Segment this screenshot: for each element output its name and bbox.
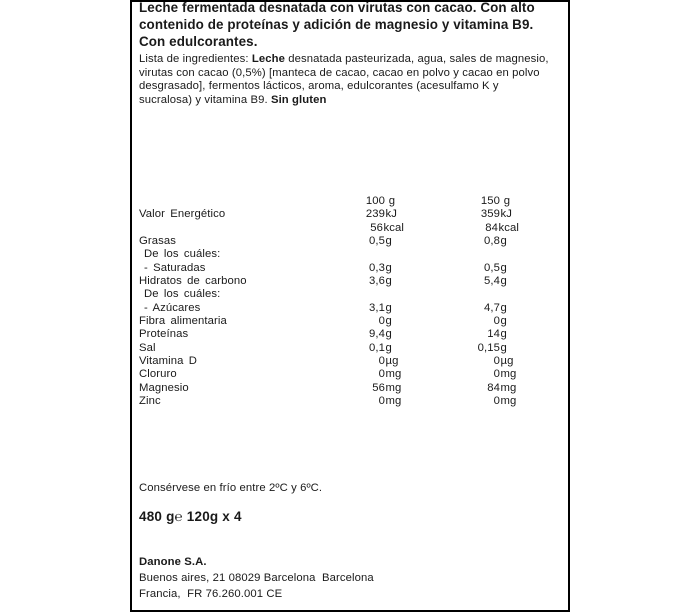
nutrition-value-100g: 3,1 g <box>368 301 392 314</box>
nutrition-row-label: Fibra alimentaria <box>139 314 227 327</box>
nutrition-row-label: - Saturadas <box>144 261 206 274</box>
nutrition-row <box>139 275 563 288</box>
product-title <box>139 0 563 50</box>
nutrition-row <box>139 302 563 315</box>
nutrition-row <box>139 395 563 408</box>
nutrition-row-label <box>139 222 289 235</box>
ingredients-line: desgrasado], fermentos lácticos, aroma, edulcorantes (acesulfamo K y <box>139 80 499 93</box>
nutrition-value-100g: 239 kJ <box>365 208 397 221</box>
nutrition-row-label: De los cuáles: <box>144 288 221 301</box>
nutrition-value-150g: 0,8 g <box>483 234 507 247</box>
nutrition-row <box>139 195 563 208</box>
storage-instructions: Consérvese en frío entre 2ºC y 6ºC. <box>139 482 323 494</box>
product-title-line: contenido de proteínas y adición de magnesio y vitamina B9. <box>139 17 534 32</box>
nutrition-row-label: Magnesio <box>139 381 189 394</box>
nutrition-value-150g: 14 g <box>487 328 507 341</box>
nutrition-value-100g <box>289 248 404 261</box>
nutrition-value-100g: 0,1 g <box>368 341 392 354</box>
nutrition-row <box>139 262 563 275</box>
product-title-line: Con edulcorantes. <box>139 34 258 49</box>
ingredients-line: Lista de ingredientes: Leche desnatada pasteurizada, agua, sales de magnesio, <box>139 53 549 65</box>
nutrition-value-150g: 0 g <box>493 314 507 327</box>
nutrition-value-100g: 3,6 g <box>368 274 392 287</box>
nutrition-row-label: Zinc <box>139 394 161 407</box>
nutrition-value-100g: 0 g <box>378 314 392 327</box>
nutrition-row-label: Proteínas <box>139 328 189 341</box>
ingredients-text <box>139 53 563 107</box>
nutrition-row-label: De los cuáles: <box>144 248 221 261</box>
nutrition-value-100g: 100 g <box>365 195 396 207</box>
nutrition-row <box>139 208 563 221</box>
nutrition-row <box>139 288 563 301</box>
nutrition-row <box>139 368 563 381</box>
ingredients-line: virutas con cacao (0,5%) [manteca de cacao, cacao en polvo y cacao en polvo <box>139 66 540 79</box>
nutrition-value-150g <box>404 248 519 261</box>
nutrition-value-150g: 0,5 g <box>483 261 507 274</box>
nutrition-row-label: Valor Energético <box>139 208 226 221</box>
nutrition-value-150g: 0,15 g <box>477 341 507 354</box>
nutrition-value-150g: 0 mg <box>493 368 517 381</box>
nutrition-value-150g: 150 g <box>480 195 511 207</box>
nutrition-value-150g: 84 kcal <box>485 221 519 234</box>
company-info <box>139 554 563 602</box>
company-name: Danone S.A. <box>139 556 207 568</box>
nutrition-row <box>139 222 563 235</box>
nutrition-row <box>139 342 563 355</box>
nutrition-row <box>139 248 563 261</box>
nutrition-row-label: Hidratos de carbono <box>139 274 247 287</box>
nutrition-value-150g <box>404 288 519 301</box>
nutrition-value-150g: 4,7 g <box>483 301 507 314</box>
nutrition-row <box>139 355 563 368</box>
company-address-line-2: Francia, FR 76.260.001 CE <box>139 588 283 600</box>
nutrition-value-150g: 0 mg <box>493 394 517 407</box>
ingredients-line: sucralosa) y vitamina B9. Sin gluten <box>139 93 327 106</box>
nutrition-row <box>139 328 563 341</box>
nutrition-value-150g: 84 mg <box>487 381 517 394</box>
nutrition-value-100g: 0 mg <box>378 394 402 407</box>
nutrition-value-100g: 56 mg <box>372 381 402 394</box>
nutrition-value-100g: 0 mg <box>378 368 402 381</box>
nutrition-row <box>139 382 563 395</box>
nutrition-value-100g: 0,5 g <box>368 234 392 247</box>
nutrition-row-label: Cloruro <box>139 368 177 381</box>
product-title-line: Leche fermentada desnatada con virutas con cacao. Con alto <box>139 0 535 15</box>
nutrition-row <box>139 235 563 248</box>
nutrition-value-150g: 359 kJ <box>480 208 512 221</box>
nutrition-value-150g: 5,4 g <box>483 274 507 287</box>
nutrition-value-100g <box>289 288 404 301</box>
nutrition-value-100g: 9,4 g <box>368 328 392 341</box>
product-label-box <box>130 0 570 612</box>
nutrition-value-100g: 0 µg <box>378 354 399 367</box>
nutrition-row <box>139 315 563 328</box>
nutrition-table <box>139 195 563 408</box>
nutrition-row-label <box>139 195 289 208</box>
nutrition-value-150g: 0 µg <box>493 354 514 367</box>
nutrition-value-100g: 56 kcal <box>370 221 404 234</box>
nutrition-value-100g: 0,3 g <box>368 261 392 274</box>
nutrition-row-label: Sal <box>139 341 156 354</box>
nutrition-row-label: Grasas <box>139 234 177 247</box>
net-weight: 480 g℮ 120g x 4 <box>139 509 242 524</box>
company-address-line-1: Buenos aires, 21 08029 Barcelona Barcelona <box>139 572 374 584</box>
nutrition-row-label: Vitamina D <box>139 354 198 367</box>
nutrition-row-label: - Azúcares <box>144 301 201 314</box>
